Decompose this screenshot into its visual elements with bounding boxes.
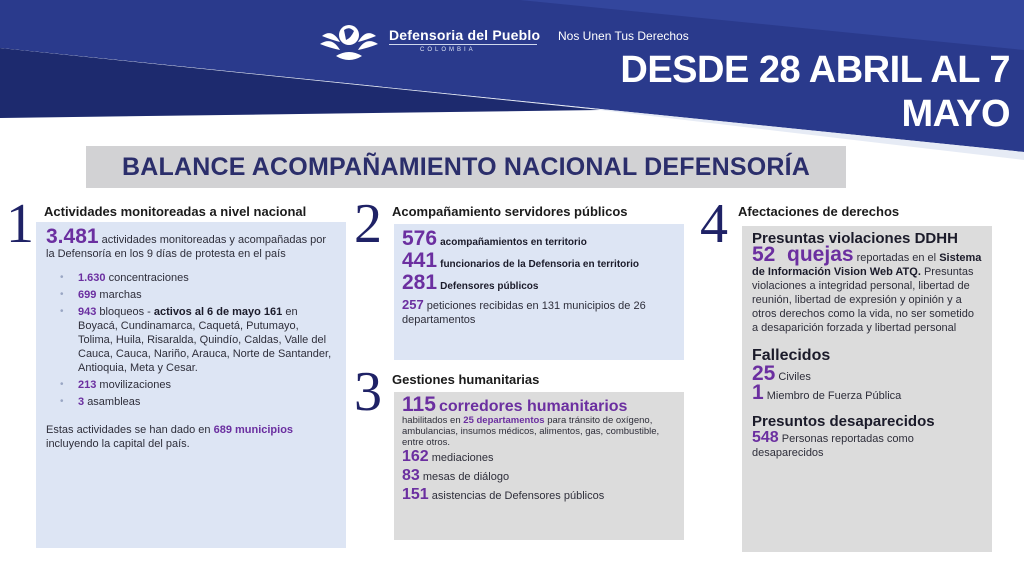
list-item: • 699 marchas bbox=[46, 288, 336, 302]
section-1-footer: Estas actividades se han dado en 689 municipios incluyendo la capital del país. bbox=[46, 424, 294, 450]
date-range-line1: DESDE 28 ABRIL AL 7 bbox=[620, 49, 1010, 91]
violations-title: Presuntas violaciones DDHH bbox=[752, 230, 958, 247]
intro-value: 3.481 bbox=[46, 225, 99, 248]
org-divider bbox=[389, 44, 537, 45]
list-item: 83 mesas de diálogo bbox=[402, 467, 510, 484]
section-3-panel bbox=[394, 392, 684, 540]
date-range-line2: MAYO bbox=[901, 93, 1010, 135]
slogan: Nos Unen Tus Derechos bbox=[558, 29, 689, 43]
list-item: • 213 movilizaciones bbox=[46, 378, 336, 392]
org-name: Defensoria del Pueblo bbox=[389, 27, 541, 43]
list-item: • 3 asambleas bbox=[46, 395, 336, 409]
section-4-number: 4 bbox=[700, 193, 728, 255]
list-item: 257 peticiones recibidas en 131 municipios de 26 departamentos bbox=[402, 297, 646, 326]
civilians: 25 Civiles bbox=[752, 362, 811, 385]
deaths-title: Fallecidos bbox=[752, 347, 831, 364]
list-item: 151 asistencias de Defensores públicos bbox=[402, 486, 605, 503]
activities-list bbox=[46, 271, 336, 409]
section-3-title: Gestiones humanitarias bbox=[392, 372, 540, 387]
list-item: • 1.630 concentraciones bbox=[46, 271, 336, 285]
complaints: 52 quejas reportadas en el Sistema de Información Vision Web ATQ. Presuntas violaciones a integridad personal, libertad de reunión, libertad de expresión y opinión y a otros derechos como la vida, no ser sometido a desaparición forzada y libertad personal bbox=[752, 243, 982, 334]
section-2-panel bbox=[394, 224, 684, 360]
section-2-title: Acompañamiento servidores públicos bbox=[392, 204, 628, 219]
defensoria-logo-icon bbox=[318, 18, 380, 68]
list-item: 281 Defensores públicos bbox=[402, 271, 539, 294]
intro-text: actividades monitoreadas y acompañadas por la Defensoría en los 9 días de protesta en el país bbox=[46, 234, 327, 260]
section-3-number: 3 bbox=[354, 361, 382, 423]
section-4-panel bbox=[742, 226, 992, 552]
section-1-intro bbox=[46, 225, 336, 261]
corridors: 115 corredores humanitarios bbox=[402, 393, 628, 416]
page-title: BALANCE ACOMPAÑAMIENTO NACIONAL DEFENSORÍA bbox=[86, 146, 846, 188]
org-country: COLOMBIA bbox=[420, 47, 476, 53]
section-4-title: Afectaciones de derechos bbox=[738, 204, 900, 219]
list-item: 576 acompañamientos en territorio bbox=[402, 227, 587, 250]
date-range bbox=[610, 48, 1010, 136]
list-item: 441 funcionarios de la Defensoria en territorio bbox=[402, 249, 640, 272]
section-1-number: 1 bbox=[6, 193, 34, 255]
section-2-number: 2 bbox=[354, 193, 382, 255]
list-item: 162 mediaciones bbox=[402, 448, 494, 465]
police: 1 Miembro de Fuerza Pública bbox=[752, 381, 902, 404]
corridors-detail: habilitados en 25 departamentos para tránsito de oxígeno, ambulancias, insumos médicos, alimentos, gas, combustible, entre otros. bbox=[402, 415, 660, 448]
list-item: • 943 bloqueos - activos al 6 de mayo 161 en Boyacá, Cundinamarca, Caquetá, Putumayo, Tolima, Huila, Risaralda, Quindío, Caldas, Valle del Cauca, Cauca, Nariño, Arauca, Norte de Santander, Antioquia, Meta y Cesar. bbox=[46, 305, 336, 375]
missing-title: Presuntos desaparecidos bbox=[752, 413, 935, 430]
section-1-title: Actividades monitoreadas a nivel nacional bbox=[44, 204, 307, 219]
section-1-panel bbox=[36, 222, 346, 548]
missing: 548 Personas reportadas como desaparecidos bbox=[752, 429, 914, 459]
